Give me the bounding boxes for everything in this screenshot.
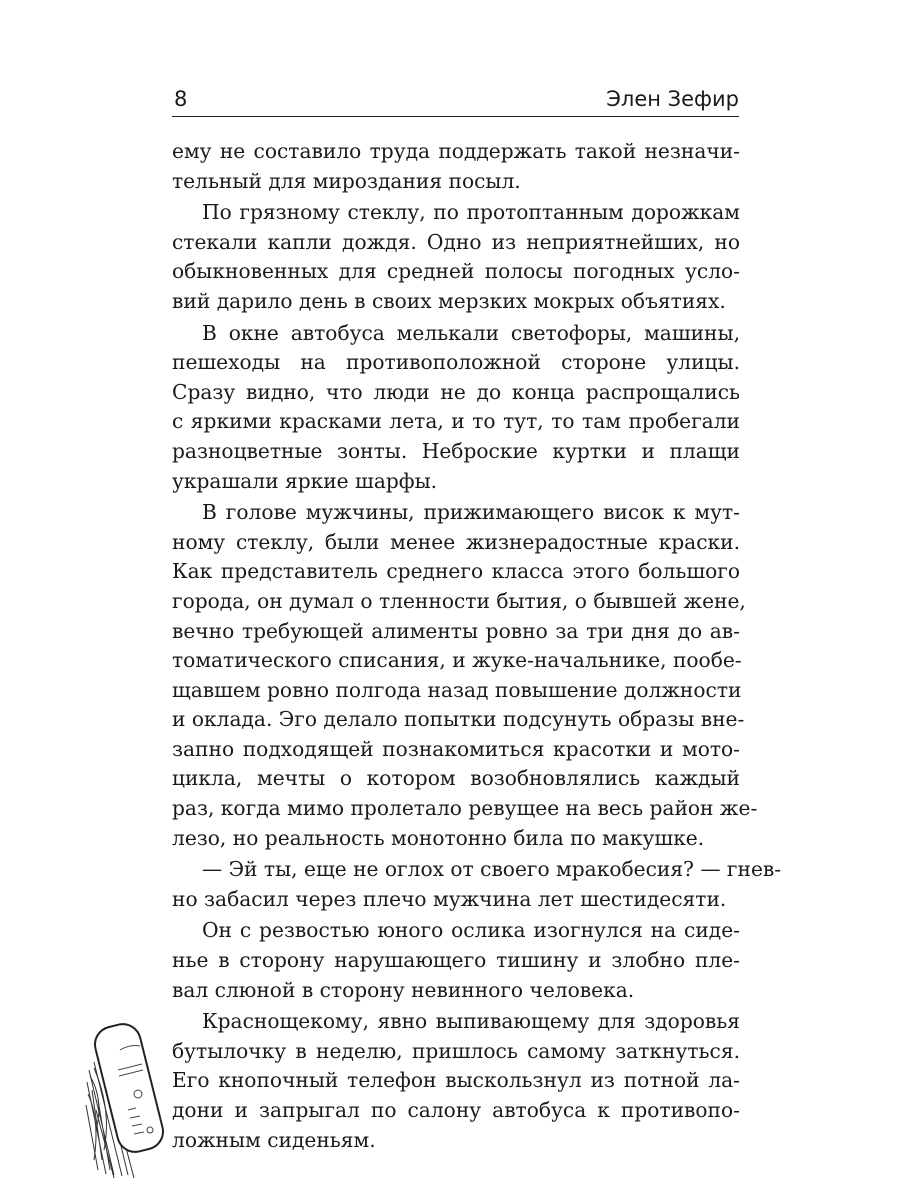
text-line: томатического списания, и жуке-начальнике, пообе-: [172, 648, 742, 673]
text-line: Его кнопочный телефон выскользнул из потной ла-: [172, 1068, 740, 1093]
phone-sketch-icon: [84, 1010, 184, 1180]
paragraph: [172, 319, 740, 497]
text-line: дони и запрыгал по салону автобуса к противопо-: [172, 1098, 740, 1122]
text-line: украшали яркие шарфы.: [172, 468, 438, 493]
text-line: ному стеклу, были менее жизнерадостные краски.: [172, 529, 740, 554]
text-line: с яркими красками лета, и то тут, то там пробегали: [172, 409, 740, 434]
text-line: но забасил через плечо мужчина лет шестидесяти.: [172, 886, 727, 911]
text-line: В окне автобуса мелькали светофоры, машины,: [202, 320, 740, 345]
text-line: вал слюной в сторону невинного человека.: [172, 977, 635, 1002]
paragraph: [172, 1007, 740, 1155]
running-title: Элен Зефир: [606, 87, 739, 111]
text-line: обыкновенных для средней полосы погодных усло-: [172, 259, 740, 284]
text-line: разноцветные зонты. Неброские куртки и плащи: [172, 438, 740, 463]
text-line: Сразу видно, что люди не до конца распрощались: [172, 379, 740, 404]
text-line: города, он думал о тленности бытия, о бывшей жене,: [172, 588, 746, 613]
page-number: 8: [174, 87, 188, 111]
text-line: Краснощекому, явно выпивающему для здоровья: [202, 1009, 740, 1034]
paragraph: [172, 137, 740, 196]
text-line: В голове мужчины, прижимающего висок к мут-: [202, 500, 740, 525]
paragraph: [172, 498, 758, 853]
text-line: лезо, но реальность монотонно била по макушке.: [172, 825, 705, 850]
text-line: вий дарило день в своих мерзких мокрых объятиях.: [172, 288, 726, 313]
text-line: Как представитель среднего класса этого большого: [172, 559, 740, 584]
body-text: [172, 137, 782, 1155]
paragraph: [172, 198, 740, 316]
text-line: пешеходы на противоположной стороне улицы.: [172, 350, 740, 375]
text-line: тельный для мироздания посыл.: [172, 168, 521, 193]
text-line: По грязному стеклу, по протоптанным дорожкам: [202, 200, 740, 225]
text-line: Он с резвостью юного ослика изогнулся на сиде-: [202, 918, 740, 943]
text-line: ложным сиденьям.: [172, 1127, 376, 1152]
text-line: нье в сторону нарушающего тишину и злобно пле-: [172, 948, 740, 973]
text-line: запно подходящей познакомиться красотки и мото-: [172, 736, 740, 761]
page-header: [172, 82, 739, 117]
text-line: цикла, мечты о котором возобновлялись каждый: [172, 766, 740, 791]
text-line: стекали капли дождя. Одно из неприятнейших, но: [172, 229, 740, 254]
text-line: раз, когда мимо пролетало ревущее на весь район же-: [172, 796, 758, 821]
text-line: — Эй ты, еще не оглох от своего мракобесия? — гнев-: [202, 857, 782, 882]
text-line: вечно требующей алименты ровно за три дня до ав-: [172, 618, 740, 643]
paragraph: [172, 855, 782, 914]
text-line: ему не составило труда поддержать такой незначи-: [172, 139, 740, 163]
text-line: и оклада. Эго делало попытки подсунуть образы вне-: [172, 707, 745, 732]
paragraph: [172, 916, 740, 1005]
text-line: бутылочку в неделю, пришлось самому заткнуться.: [172, 1038, 740, 1063]
text-line: щавшем ровно полгода назад повышение должности: [172, 677, 742, 702]
